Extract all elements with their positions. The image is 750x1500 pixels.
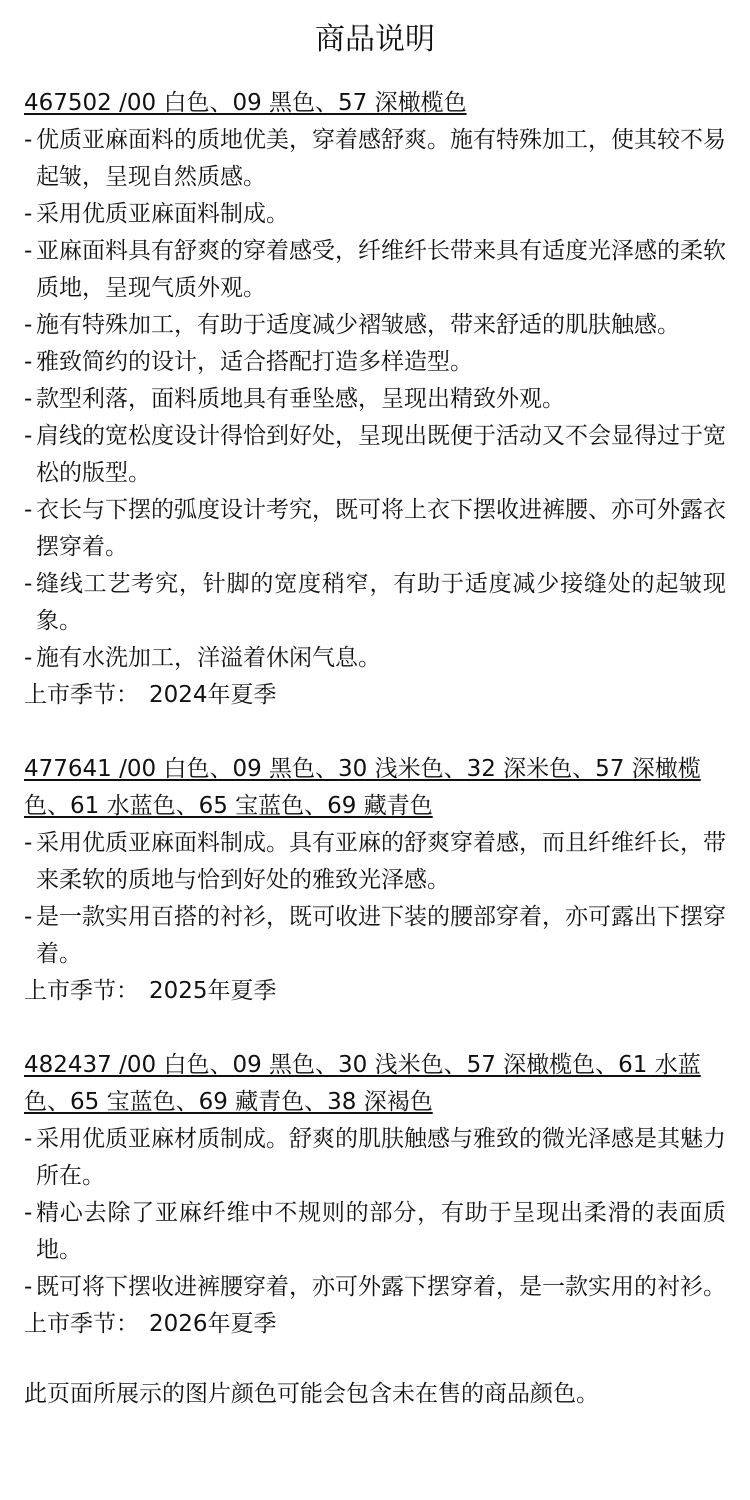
release-season-value: 2025年夏季 <box>149 978 277 1004</box>
release-season-label: 上市季节： <box>24 978 139 1004</box>
feature-item: - 采用优质亚麻面料制成。具有亚麻的舒爽穿着感，而且纤维纤长，带来柔软的质地与恰到好处的雅致光泽感。 <box>24 825 726 899</box>
release-season-value: 2026年夏季 <box>149 1311 277 1337</box>
feature-item: - 衣长与下摆的弧度设计考究，既可将上衣下摆收进裤腰、亦可外露衣摆穿着。 <box>24 492 726 566</box>
product-code-colors: 467502 /00 白色、09 黑色、57 深橄榄色 <box>24 90 467 116</box>
feature-list <box>24 1121 726 1306</box>
feature-item: - 优质亚麻面料的质地优美，穿着感舒爽。施有特殊加工，使其较不易起皱，呈现自然质感。 <box>24 122 726 196</box>
release-season-value: 2024年夏季 <box>149 682 277 708</box>
product-sections <box>24 85 726 1343</box>
feature-item: - 雅致简约的设计，适合搭配打造多样造型。 <box>24 344 726 381</box>
feature-item: - 肩线的宽松度设计得恰到好处，呈现出既便于活动又不会显得过于宽松的版型。 <box>24 418 726 492</box>
product-section <box>24 1047 726 1343</box>
feature-item: - 施有水洗加工，洋溢着休闲气息。 <box>24 640 726 677</box>
release-season <box>24 973 726 1010</box>
feature-item: - 精心去除了亚麻纤维中不规则的部分，有助于呈现出柔滑的表面质地。 <box>24 1195 726 1269</box>
feature-item: - 缝线工艺考究，针脚的宽度稍窄，有助于适度减少接缝处的起皱现象。 <box>24 566 726 640</box>
feature-item: - 既可将下摆收进裤腰穿着，亦可外露下摆穿着，是一款实用的衬衫。 <box>24 1269 726 1306</box>
release-season-label: 上市季节： <box>24 1311 139 1337</box>
feature-item: - 施有特殊加工，有助于适度减少褶皱感，带来舒适的肌肤触感。 <box>24 307 726 344</box>
feature-item: - 款型利落，面料质地具有垂坠感，呈现出精致外观。 <box>24 381 726 418</box>
product-code-colors: 477641 /00 白色、09 黑色、30 浅米色、32 深米色、57 深橄榄色、61 水蓝色、65 宝蓝色、69 藏青色 <box>24 756 701 819</box>
product-section <box>24 751 726 1010</box>
feature-list <box>24 825 726 973</box>
product-code-colors: 482437 /00 白色、09 黑色、30 浅米色、57 深橄榄色、61 水蓝色、65 宝蓝色、69 藏青色、38 深褐色 <box>24 1052 701 1115</box>
feature-item: - 亚麻面料具有舒爽的穿着感受，纤维纤长带来具有适度光泽感的柔软质地，呈现气质外观。 <box>24 233 726 307</box>
feature-list <box>24 122 726 677</box>
release-season-label: 上市季节： <box>24 682 139 708</box>
feature-item: - 是一款实用百搭的衬衫，既可收进下装的腰部穿着，亦可露出下摆穿着。 <box>24 899 726 973</box>
page-title: 商品说明 <box>315 22 435 57</box>
release-season <box>24 1306 726 1343</box>
footer-note: 此页面所展示的图片颜色可能会包含未在售的商品颜色。 <box>24 1381 599 1407</box>
release-season <box>24 677 726 714</box>
feature-item: - 采用优质亚麻面料制成。 <box>24 196 726 233</box>
product-section <box>24 85 726 714</box>
feature-item: - 采用优质亚麻材质制成。舒爽的肌肤触感与雅致的微光泽感是其魅力所在。 <box>24 1121 726 1195</box>
